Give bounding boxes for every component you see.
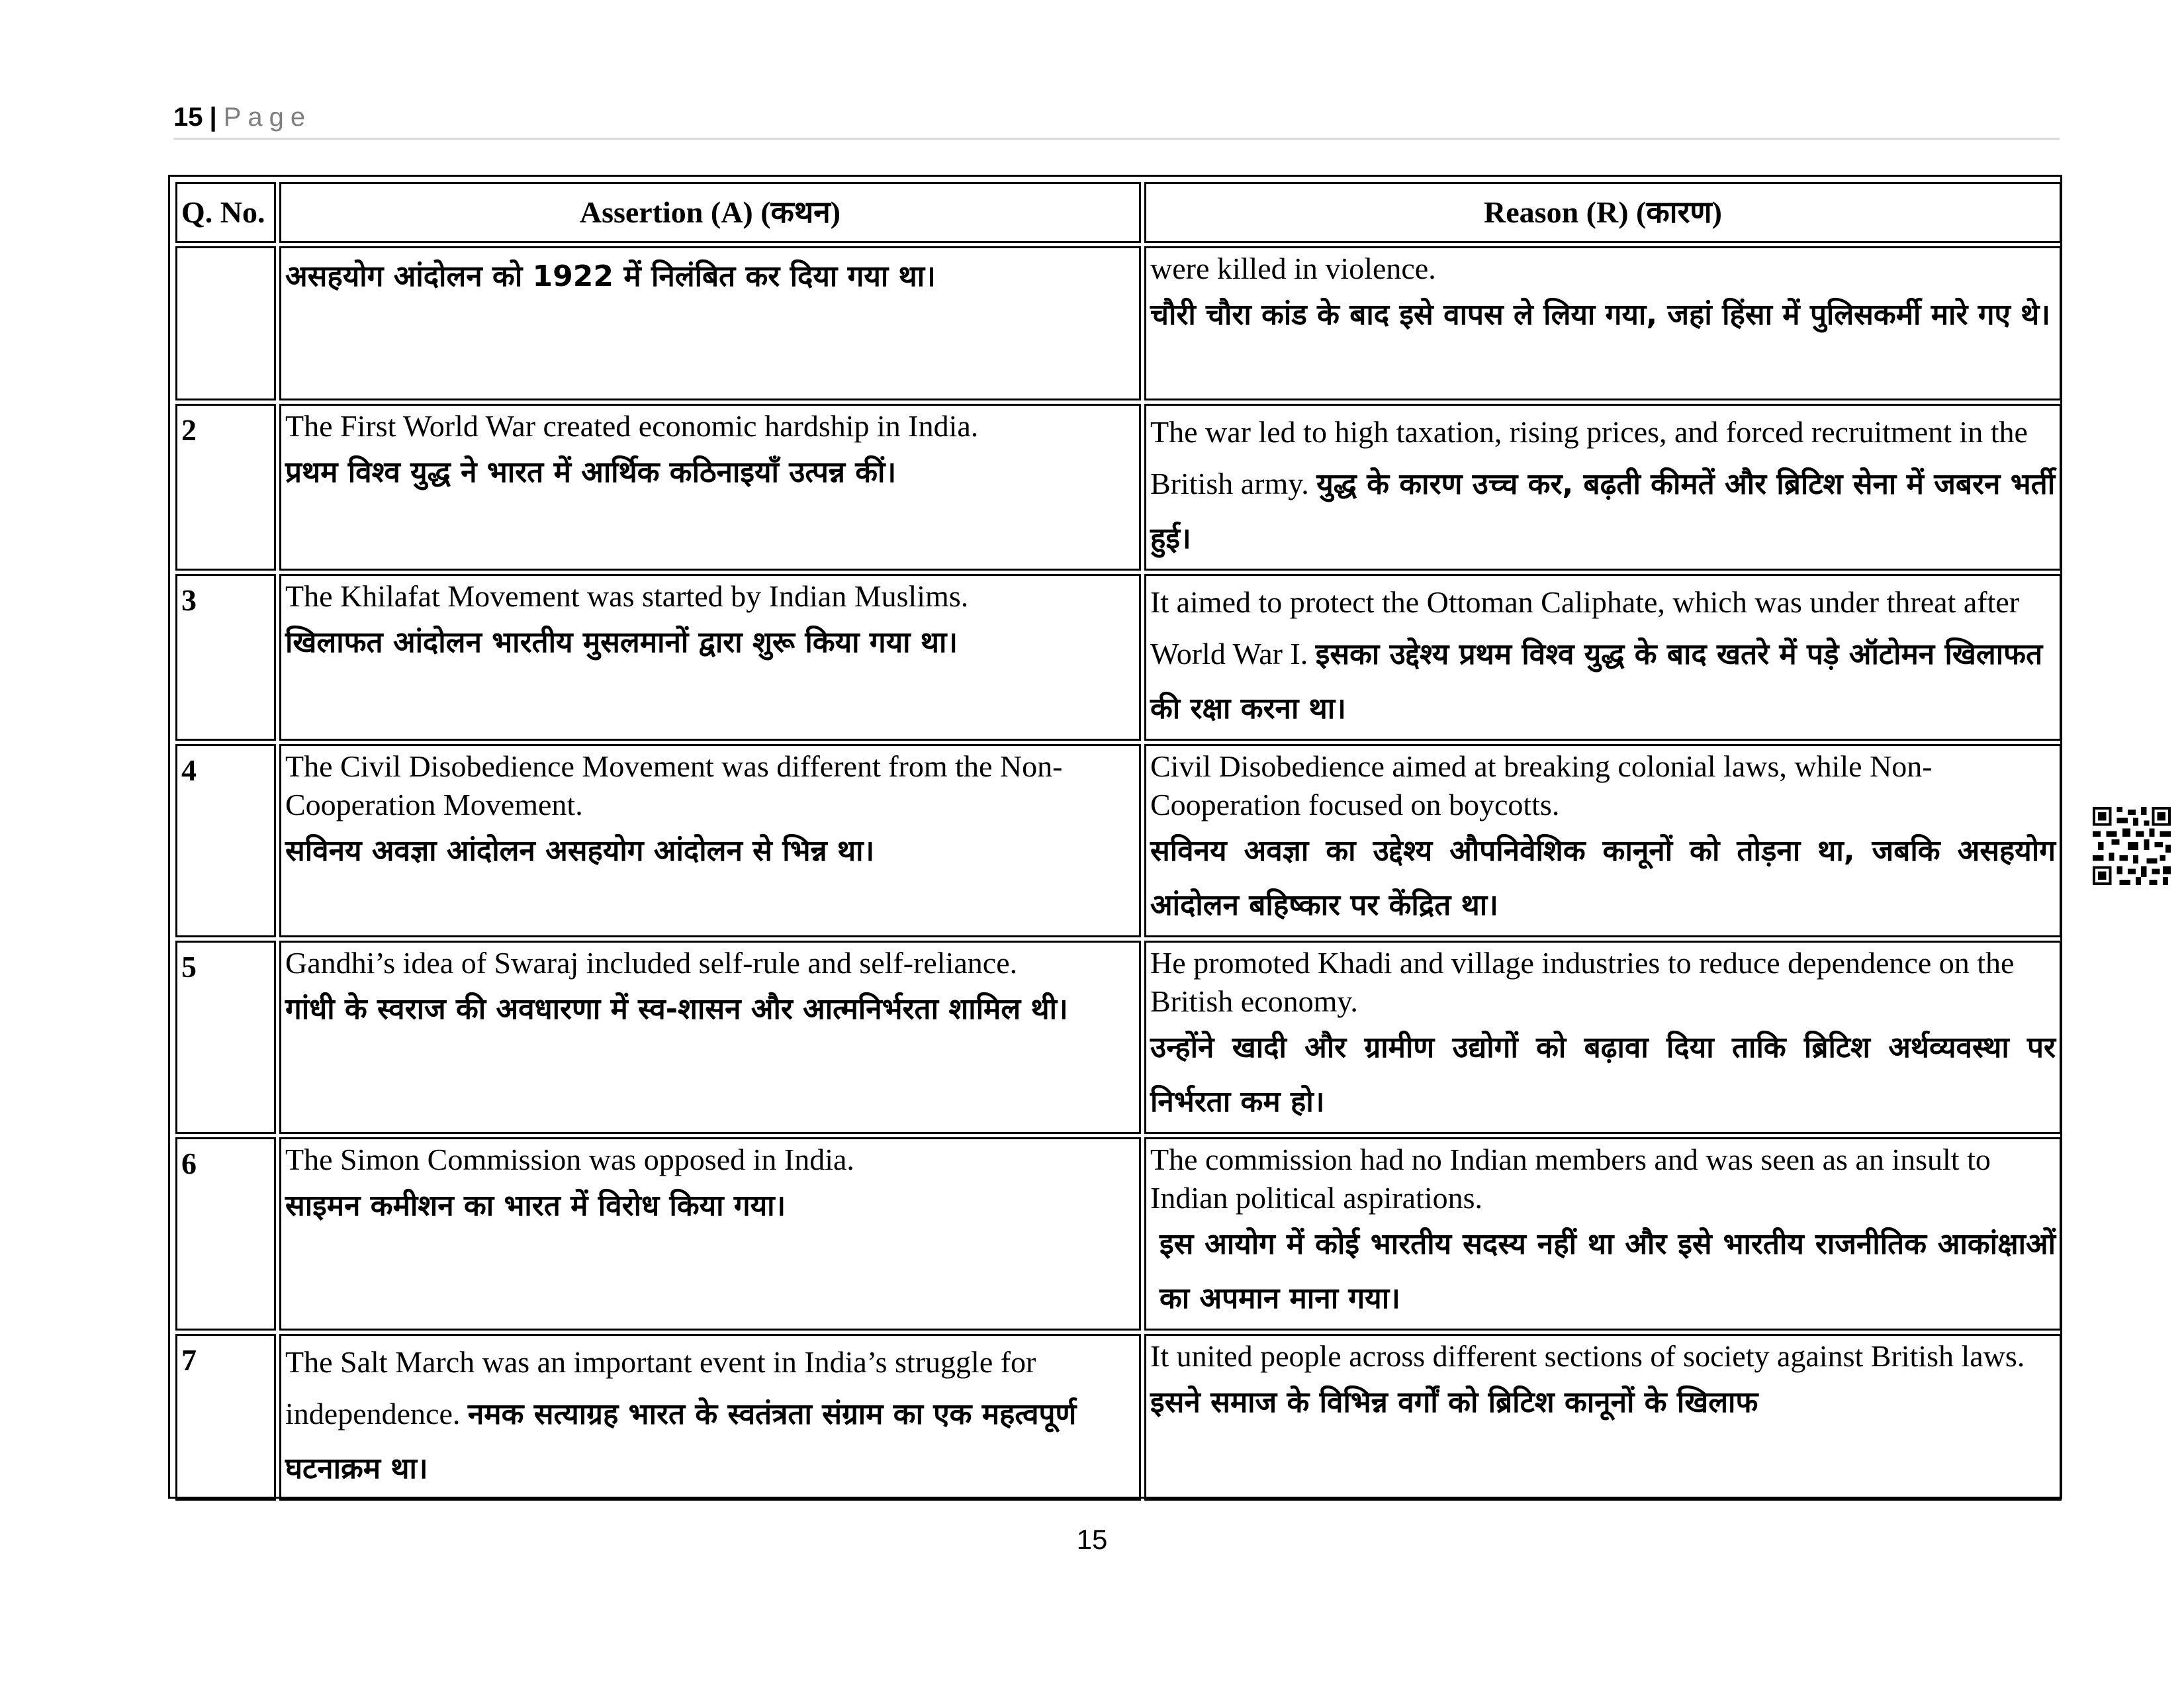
reason-hindi: इसने समाज के विभिन्न वर्गों को ब्रिटिश कानूनों के खिलाफ — [1150, 1385, 1758, 1419]
table-row — [175, 574, 2062, 741]
assertion-english: The Khilafat Movement was started by Indian Muslims. — [285, 579, 969, 613]
table-row — [175, 246, 2062, 400]
reason-english: The commission had no Indian members and was seen as an insult to Indian political aspirations. — [1150, 1143, 1991, 1215]
reason-english: It united people across different sections of society against British laws. — [1150, 1339, 2025, 1373]
reason-cell — [1144, 1334, 2062, 1501]
qno-cell: 6 — [175, 1137, 276, 1331]
table-row — [175, 941, 2062, 1134]
qno-cell — [175, 246, 276, 400]
table-row — [175, 404, 2062, 571]
reason-english: It aimed to protect the Ottoman Caliphate, which was under threat after World War I. — [1150, 585, 2020, 671]
reason-cell — [1144, 404, 2062, 571]
assertion-hindi: सविनय अवज्ञा आंदोलन असहयोग आंदोलन से भिन्न था। — [285, 834, 875, 868]
assertion-hindi: नमक सत्याग्रह भारत के स्वतंत्रता संग्राम का एक महत्वपूर्ण घटनाक्रम था। — [285, 1397, 1077, 1485]
reason-cell — [1144, 744, 2062, 937]
reason-hindi: सविनय अवज्ञा का उद्देश्य औपनिवेशिक कानूनों को तोड़ना था, जबकि असहयोग आंदोलन बहिष्कार पर केंद्रित था। — [1150, 834, 2056, 922]
qno-cell: 4 — [175, 744, 276, 937]
table-header-row — [175, 182, 2062, 243]
header-separator: | — [209, 103, 217, 132]
qno-cell: 5 — [175, 941, 276, 1134]
assertion-english: The Salt March was an important event in India’s struggle for independence. — [285, 1345, 1036, 1430]
reason-cell — [1144, 246, 2062, 400]
reason-english: were killed in violence. — [1150, 252, 1436, 285]
assertion-cell — [279, 1137, 1141, 1331]
reason-hindi: युद्ध के कारण उच्च कर, बढ़ती कीमतें और ब्रिटिश सेना में जबरन भर्ती हुई। — [1150, 467, 2056, 555]
reason-hindi: इस आयोग में कोई भारतीय सदस्य नहीं था और इसे भारतीय राजनीतिक आकांक्षाओं का अपमान माना गया। — [1160, 1227, 2056, 1315]
reason-english: Civil Disobedience aimed at breaking colonial laws, while Non-Cooperation focused on boycotts. — [1150, 749, 1933, 821]
assertion-hindi: खिलाफत आंदोलन भारतीय मुसलमानों द्वारा शुरू किया गया था। — [285, 626, 958, 659]
reason-cell — [1144, 574, 2062, 741]
reason-hindi: चौरी चौरा कांड के बाद इसे वापस ले लिया गया, जहां हिंसा में पुलिसकर्मी मारे गए थे। — [1150, 298, 2050, 332]
reason-hindi: उन्होंने खादी और ग्रामीण उद्योगों को बढ़ावा दिया ताकि ब्रिटिश अर्थव्यवस्था पर निर्भरता कम हो। — [1150, 1031, 2056, 1119]
assertion-cell — [279, 246, 1141, 400]
assertion-hindi: प्रथम विश्व युद्ध ने भारत में आर्थिक कठिनाइयाँ उत्पन्न कीं। — [285, 455, 897, 489]
column-header-qno: Q. No. — [175, 182, 276, 243]
assertion-cell — [279, 941, 1141, 1134]
qno-cell: 2 — [175, 404, 276, 571]
qno-cell: 3 — [175, 574, 276, 741]
assertion-english: The Simon Commission was opposed in India. — [285, 1143, 854, 1176]
table-row — [175, 1137, 2062, 1331]
assertion-hindi: गांधी के स्वराज की अवधारणा में स्व-शासन और आत्मनिर्भरता शामिल थी। — [285, 992, 1068, 1026]
table-row — [175, 1334, 2062, 1501]
reason-english: He promoted Khadi and village industries to reduce dependence on the British economy. — [1150, 946, 2015, 1018]
assertion-cell — [279, 744, 1141, 937]
assertion-cell — [279, 1334, 1141, 1501]
assertion-hindi: साइमन कमीशन का भारत में विरोध किया गया। — [285, 1189, 786, 1223]
footer-page-number: 15 — [1076, 1524, 1108, 1555]
reason-english: The war led to high taxation, rising prices, and forced recruitment in the British army. — [1150, 415, 2028, 500]
page-header — [173, 99, 2060, 140]
assertion-hindi: असहयोग आंदोलन को 1922 में निलंबित कर दिया गया था। — [285, 259, 936, 293]
table-row — [175, 744, 2062, 937]
column-header-reason: Reason (R) (कारण) — [1144, 182, 2062, 243]
assertion-english: Gandhi’s idea of Swaraj included self-rule and self-reliance. — [285, 946, 1018, 980]
reason-hindi: इसका उद्देश्य प्रथम विश्व युद्ध के बाद खतरे में पड़े ऑटोमन खिलाफत की रक्षा करना था। — [1150, 637, 2043, 726]
assertion-reason-table — [168, 175, 2062, 1499]
assertion-cell — [279, 574, 1141, 741]
header-page-word: Page — [223, 103, 312, 132]
assertion-english: The Civil Disobedience Movement was different from the Non-Cooperation Movement. — [285, 749, 1063, 821]
column-header-assertion: Assertion (A) (कथन) — [279, 182, 1141, 243]
reason-cell — [1144, 941, 2062, 1134]
assertion-cell — [279, 404, 1141, 571]
qr-code-icon — [2093, 807, 2171, 885]
header-page-number: 15 — [173, 103, 203, 132]
qno-cell: 7 — [175, 1334, 276, 1501]
assertion-english: The First World War created economic hardship in India. — [285, 409, 979, 443]
reason-cell — [1144, 1137, 2062, 1331]
